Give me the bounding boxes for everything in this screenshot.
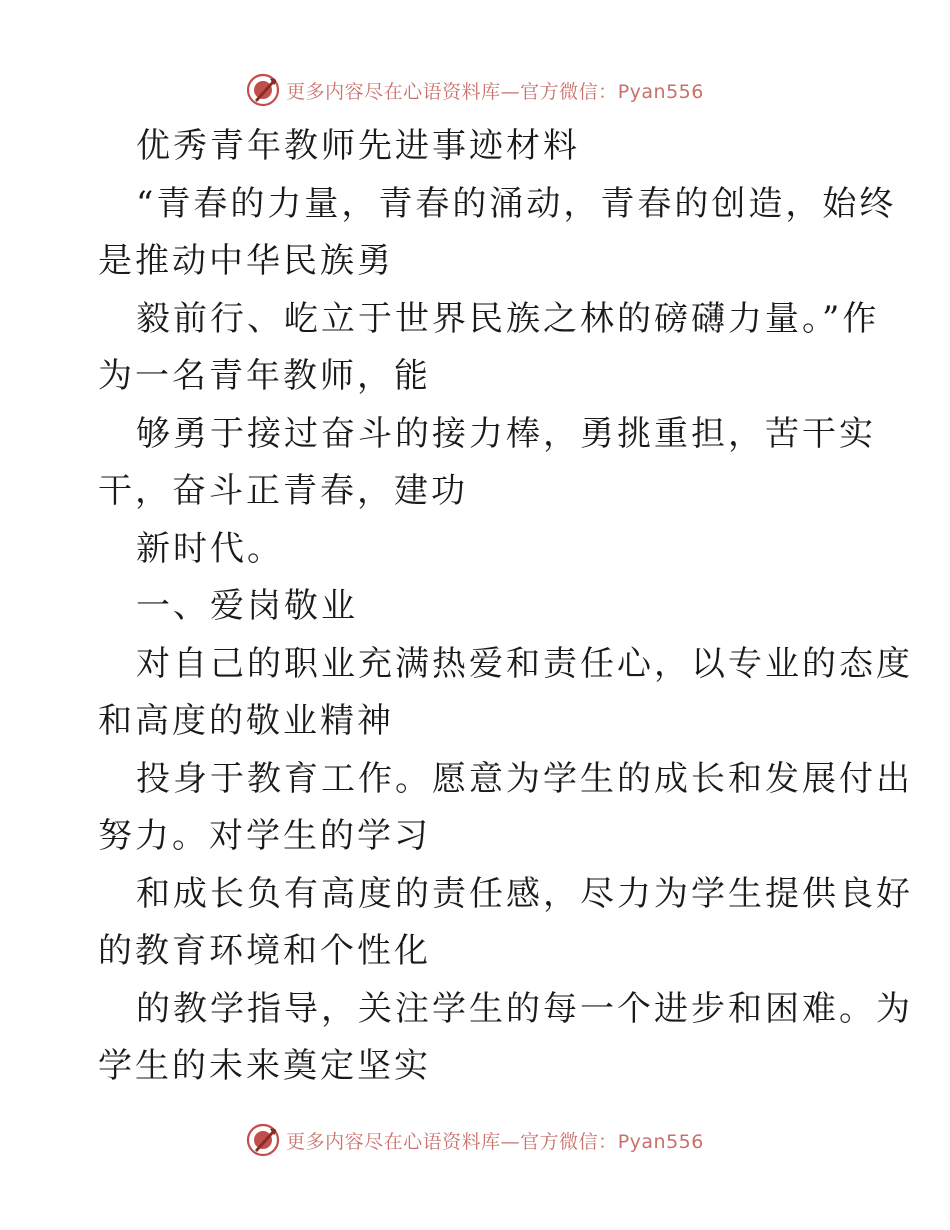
text-line: 对自己的职业充满热爱和责任心，以专业的态度 bbox=[136, 643, 913, 684]
header-banner-content bbox=[246, 73, 704, 107]
text-line: 和成长负有高度的责任感，尽力为学生提供良好 bbox=[136, 873, 913, 914]
text-line: 努力。对学生的学习 bbox=[98, 816, 431, 856]
quill-seal-icon bbox=[246, 73, 280, 107]
text-line: 新时代。 bbox=[136, 528, 284, 569]
footer-banner bbox=[0, 1120, 950, 1160]
text-line: 投身于教育工作。愿意为学生的成长和发展付出 bbox=[136, 758, 913, 799]
banner-site-text: 更多内容尽在心语资料库 bbox=[286, 1130, 501, 1153]
text-line: “青春的力量，青春的涌动，青春的创造，始终 bbox=[136, 183, 897, 224]
banner-dash: — bbox=[500, 1130, 521, 1153]
header-banner bbox=[0, 70, 950, 110]
text-line: 和高度的敬业精神 bbox=[98, 701, 394, 741]
text-line: 一、爱岗敬业 bbox=[136, 586, 358, 626]
text-line: 为一名青年教师，能 bbox=[98, 356, 431, 396]
text-line: 够勇于接过奋斗的接力棒，勇挑重担，苦干实 bbox=[136, 413, 876, 454]
document-body bbox=[98, 118, 913, 1096]
text-line: 的教学指导，关注学生的每一个进步和困难。为 bbox=[136, 988, 913, 1029]
banner-wechat-label: 官方微信： bbox=[520, 80, 618, 103]
banner-dash: — bbox=[500, 80, 521, 103]
footer-banner-content bbox=[246, 1123, 704, 1157]
text-line: 学生的未来奠定坚实 bbox=[98, 1046, 431, 1086]
text-line: 优秀青年教师先进事迹材料 bbox=[136, 126, 580, 166]
text-line: 是推动中华民族勇 bbox=[98, 241, 394, 281]
quill-seal-icon bbox=[246, 1123, 280, 1157]
text-line: 干，奋斗正青春，建功 bbox=[98, 471, 468, 511]
footer-banner-text bbox=[286, 1127, 704, 1154]
banner-wechat-id: Pyan556 bbox=[617, 80, 704, 103]
text-line: 的教育环境和个性化 bbox=[98, 931, 431, 971]
banner-site-text: 更多内容尽在心语资料库 bbox=[286, 80, 501, 103]
header-banner-text bbox=[286, 77, 704, 104]
text-line: 毅前行、屹立于世界民族之林的磅礴力量。”作 bbox=[136, 298, 880, 339]
banner-wechat-id: Pyan556 bbox=[617, 1130, 704, 1153]
banner-wechat-label: 官方微信： bbox=[520, 1130, 618, 1153]
